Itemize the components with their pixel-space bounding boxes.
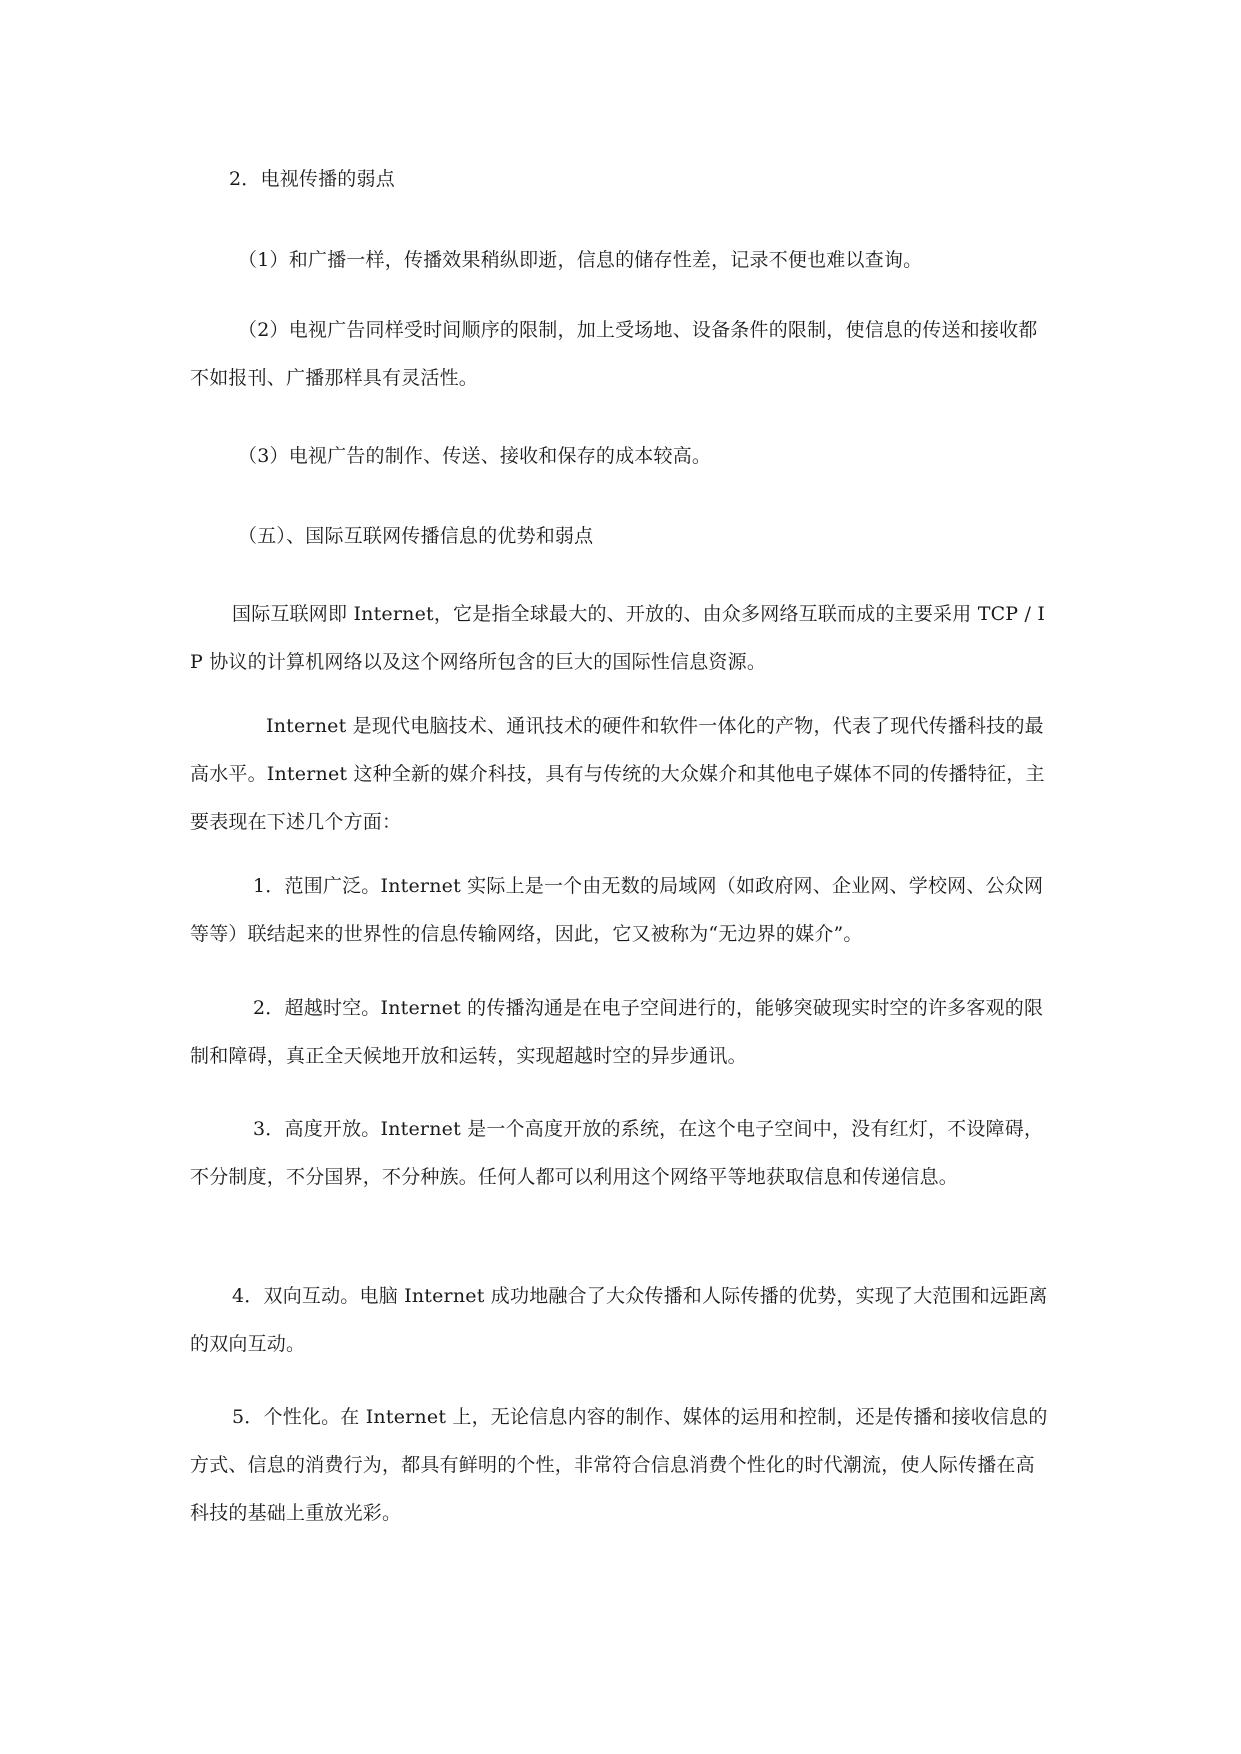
paragraph-feature-3: 3．高度开放。Internet 是一个高度开放的系统，在这个电子空间中，没有红灯，不设障碍，不分制度，不分国界，不分种族。任何人都可以利用这个网络平等地获取信息和传递信息。: [190, 1118, 1044, 1188]
section-heading-internet: （五）、国际互联网传播信息的优势和弱点: [238, 525, 594, 547]
paragraph-internet-intro: Internet 是现代电脑技术、通讯技术的硬件和软件一体化的产物，代表了现代传播科技的最高水平。Internet 这种全新的媒介科技，具有与传统的大众媒介和其他电子媒体不同的传播特征，主要表现在下述几个方面：: [190, 715, 1045, 833]
paragraph-feature-5: 5．个性化。在 Internet 上，无论信息内容的制作、媒体的运用和控制，还是传播和接收信息的方式、信息的消费行为，都具有鲜明的个性，非常符合信息消费个性化的时代潮流，使人际传播在高科技的基础上重放光彩。: [190, 1406, 1048, 1524]
paragraph-feature-2: 2．超越时空。Internet 的传播沟通是在电子空间进行的，能够突破现实时空的许多客观的限制和障碍，真正全天候地开放和运转，实现超越时空的异步通讯。: [190, 997, 1044, 1067]
section-heading-tv-weakness: 2．电视传播的弱点: [229, 168, 395, 190]
paragraph-feature-4: 4．双向互动。电脑 Internet 成功地融合了大众传播和人际传播的优势，实现了大范围和远距离的双向互动。: [190, 1285, 1048, 1355]
paragraph-feature-1: 1．范围广泛。Internet 实际上是一个由无数的局域网（如政府网、企业网、学校网、公众网等等）联结起来的世界性的信息传输网络，因此，它又被称为“无边界的媒介”。: [190, 875, 1044, 945]
paragraph-tv-weakness-3: （3）电视广告的制作、传送、接收和保存的成本较高。: [238, 445, 712, 467]
paragraph-tv-weakness-2: （2）电视广告同样受时间顺序的限制，加上受场地、设备条件的限制，使信息的传送和接收都不如报刊、广播那样具有灵活性。: [190, 319, 1038, 389]
paragraph-internet-definition: 国际互联网即 Internet，它是指全球最大的、开放的、由众多网络互联而成的主要采用 TCP / IP 协议的计算机网络以及这个网络所包含的巨大的国际性信息资源。: [190, 603, 1046, 673]
paragraph-tv-weakness-1: （1）和广播一样，传播效果稍纵即逝，信息的储存性差，记录不便也难以查询。: [238, 249, 923, 271]
